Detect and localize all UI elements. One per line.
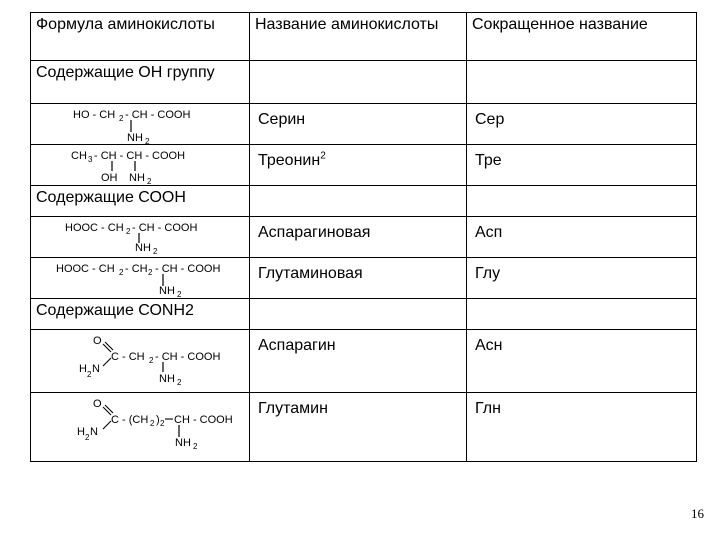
svg-text:NH: NH [159,285,175,297]
section-row-cooh [31,186,697,217]
svg-text:- CH: - CH [125,263,148,275]
table-row [31,104,697,145]
svg-text:NH: NH [159,373,175,385]
abbr-cell: Глу [467,258,697,299]
table-row [31,330,697,393]
name-cell: Аспарагиновая [250,217,467,258]
name-cell: Треонин$^2$ [250,145,467,186]
header-abbr: Сокращенное название [467,13,697,61]
svg-text:2: 2 [147,177,152,185]
table-row [31,217,697,258]
svg-text:2: 2 [126,227,131,236]
name-cell: Глутаминовая [250,258,467,299]
header-row [31,13,697,61]
svg-text:- CH - COOH: - CH - COOH [125,109,191,121]
svg-text:2: 2 [119,114,124,123]
formula-asparagine [31,330,250,393]
section-cooh: Содержащие СООН [31,186,250,217]
svg-text:H: H [79,363,87,375]
svg-text:2: 2 [153,247,158,256]
svg-text:2: 2 [177,378,182,387]
svg-text:3: 3 [88,155,93,164]
svg-text:O: O [93,335,102,347]
svg-text:H: H [77,426,85,438]
header-formula: Формула аминокислоты [31,13,250,61]
amino-acid-table [30,12,697,462]
formula-aspartic [31,217,250,258]
svg-text:2: 2 [160,419,165,428]
svg-text:2: 2 [193,442,198,451]
section-row-oh [31,61,697,104]
svg-text:CH - COOH: CH - COOH [174,414,233,426]
svg-text:HOOC - CH: HOOC - CH [56,263,115,275]
abbr-cell: Асн [467,330,697,393]
abbr-cell: Глн [467,393,697,462]
section-row-conh2 [31,299,697,330]
svg-text:C - (CH: C - (CH [111,414,149,426]
formula-threonine [31,145,250,186]
svg-text:NH: NH [129,172,145,184]
svg-text:): ) [156,414,160,426]
svg-text:C - CH: C - CH [111,351,145,363]
svg-text:NH: NH [127,132,143,144]
svg-text:2: 2 [150,419,155,428]
svg-text:- CH - COOH: - CH - COOH [132,222,198,234]
section-conh2: Содержащие СОNH2 [31,299,250,330]
section-oh: Содержащие ОН группу [31,61,250,104]
svg-text:- CH - COOH: - CH - COOH [155,263,221,275]
abbr-cell: Тре [467,145,697,186]
svg-text:CH: CH [71,150,87,162]
svg-text:HOOC - CH: HOOC - CH [65,222,124,234]
table-row [31,145,697,186]
svg-text:N: N [90,426,98,438]
name-cell: Глутамин [250,393,467,462]
page-number: 16 [691,506,704,521]
abbr-cell: Сер [467,104,697,145]
svg-text:2: 2 [148,268,153,277]
svg-text:NH: NH [175,437,191,449]
svg-text:- CH - COOH: - CH - COOH [155,351,221,363]
svg-text:2: 2 [85,433,90,442]
svg-text:N: N [92,363,100,375]
svg-text:2: 2 [177,290,182,298]
formula-glutamine [31,393,250,462]
table-row [31,393,697,462]
svg-text:2: 2 [145,137,150,144]
name-cell: Серин [250,104,467,145]
header-name: Название аминокислоты [250,13,467,61]
formula-glutamic [31,258,250,299]
svg-text:2: 2 [119,268,124,277]
svg-text:2: 2 [87,370,92,379]
svg-text:- CH - CH - COOH: - CH - CH - COOH [94,150,186,162]
svg-text:O: O [93,398,102,410]
svg-text:NH: NH [135,242,151,254]
table-row [31,258,697,299]
svg-text:OH: OH [101,172,118,184]
formula-text: HO - CH [73,109,116,121]
svg-text:2: 2 [149,356,154,365]
formula-serine [31,104,250,145]
abbr-cell: Асп [467,217,697,258]
name-cell: Аспарагин [250,330,467,393]
